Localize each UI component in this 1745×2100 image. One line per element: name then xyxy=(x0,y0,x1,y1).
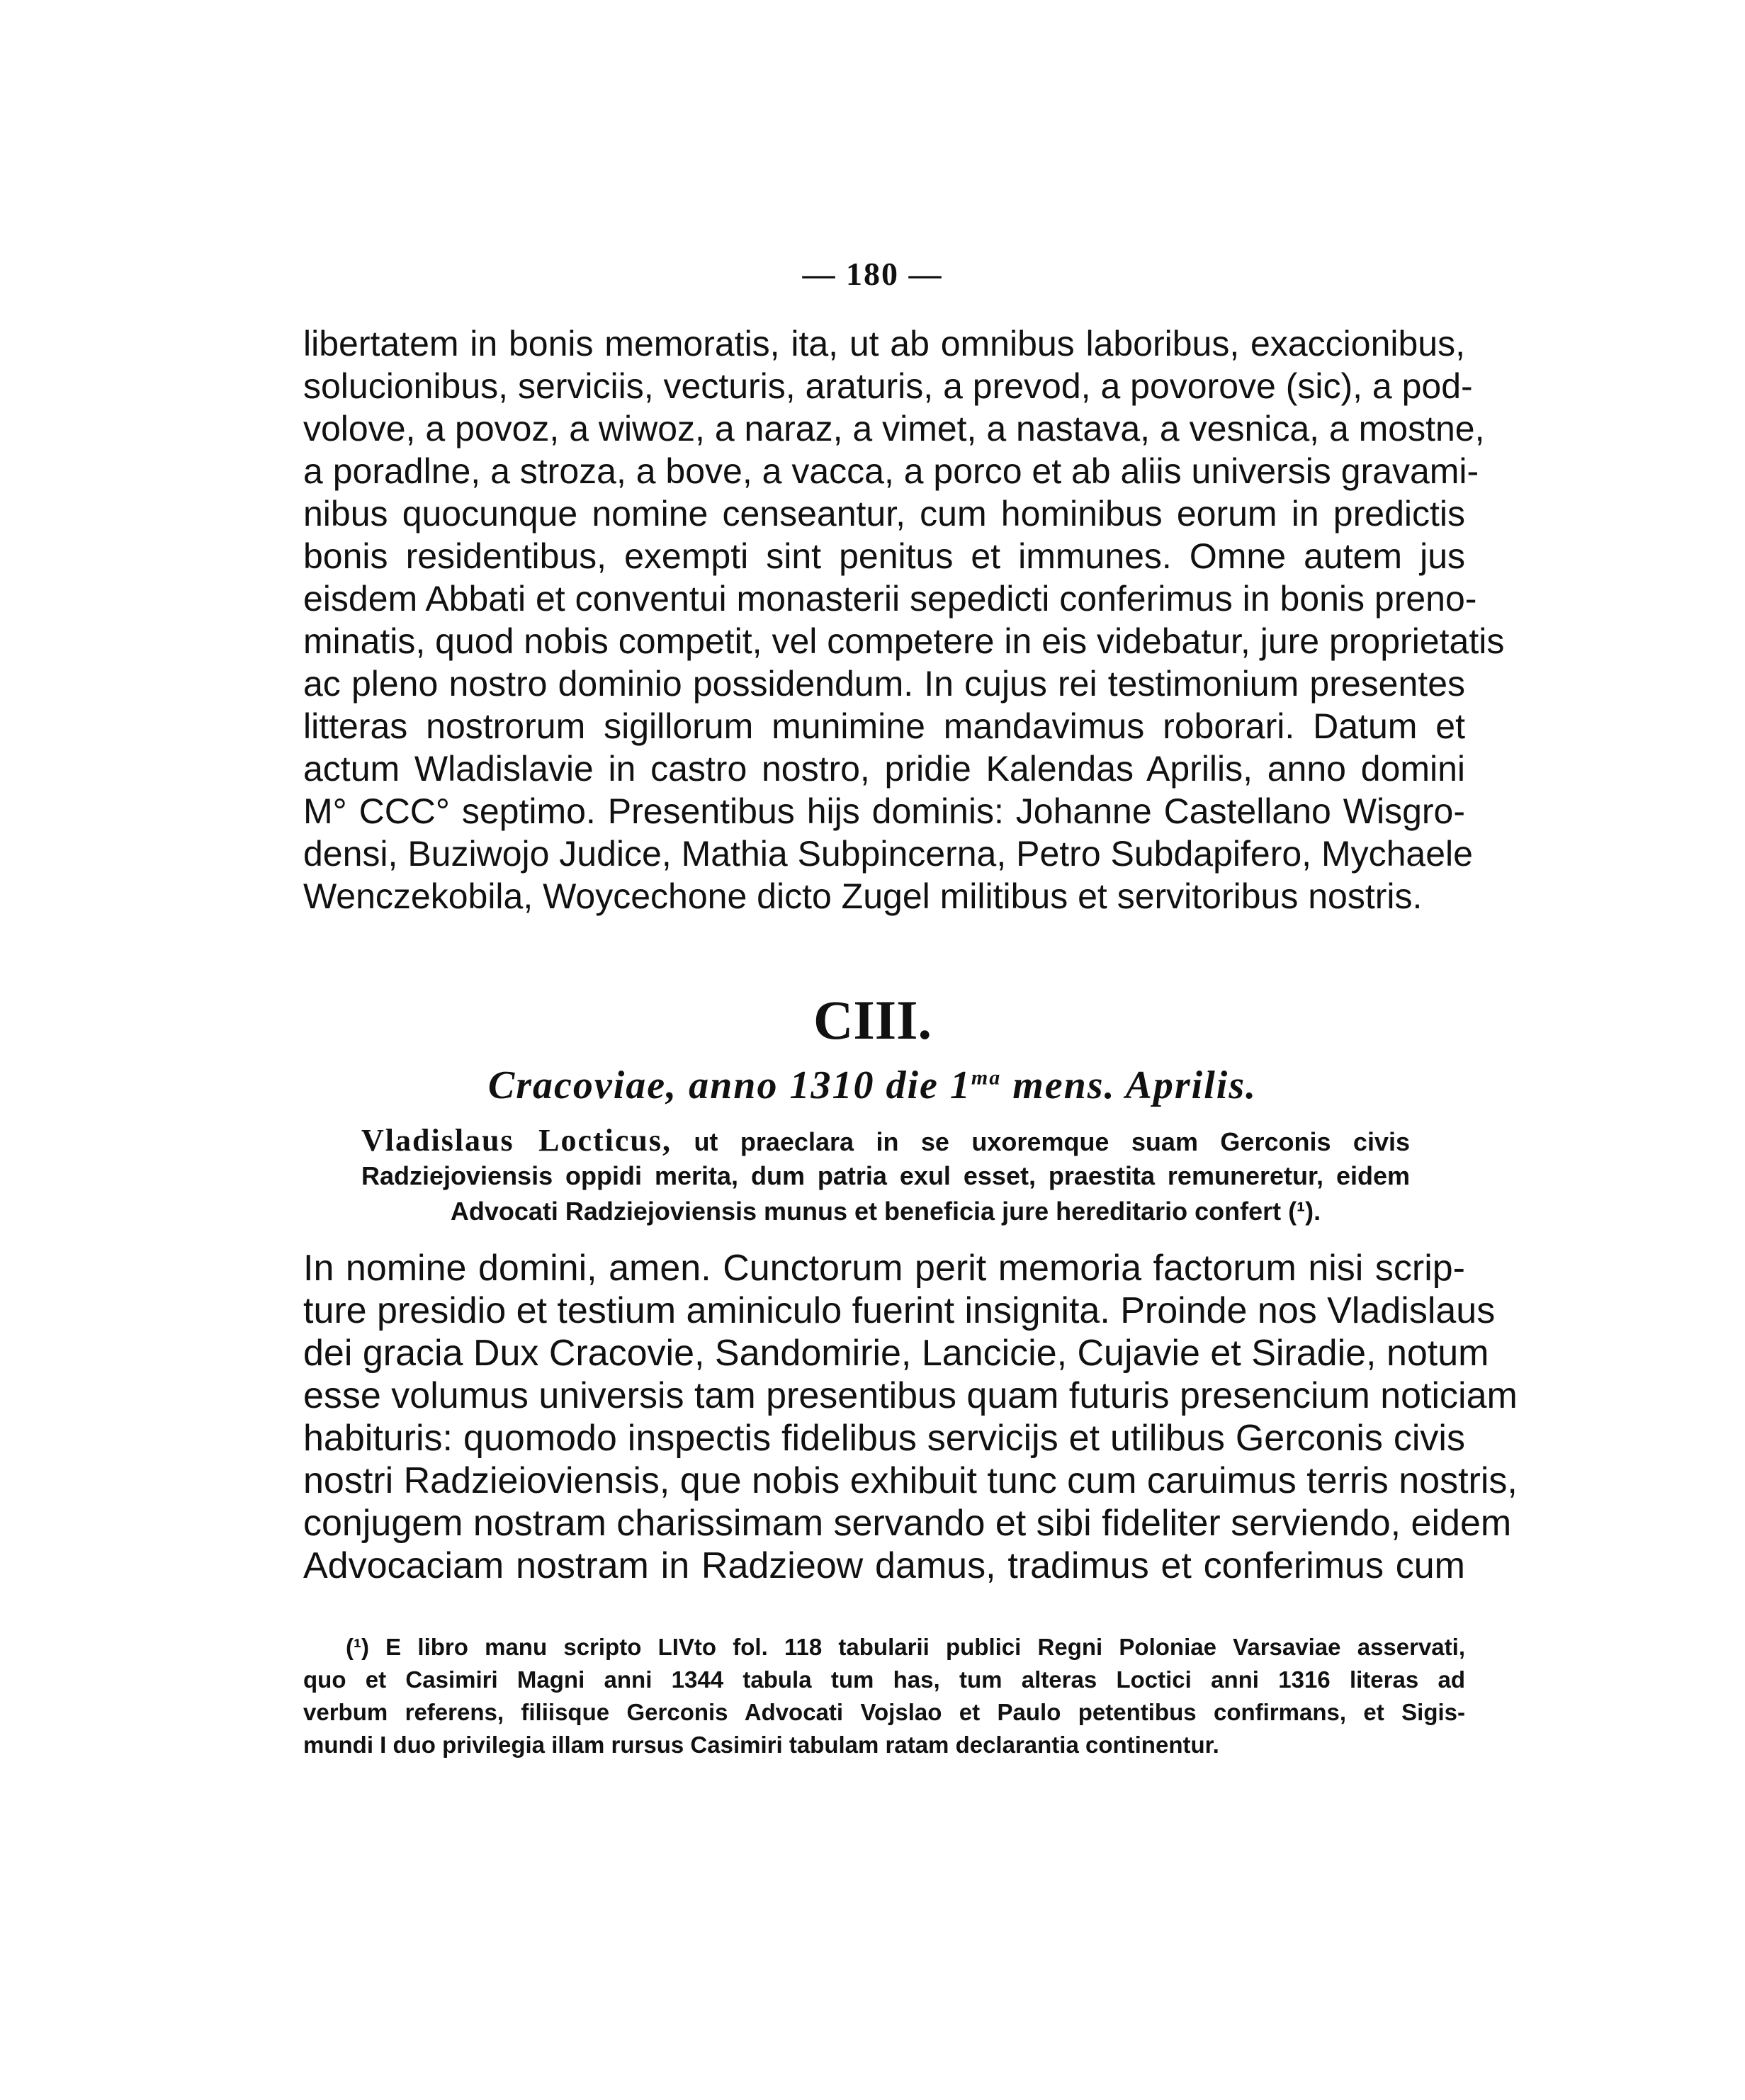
text-line: conjugem nostram charissimam servando et sibi fideliter serviendo, eidem xyxy=(303,1503,1512,1544)
text-line: minatis, quod nobis competit, vel competere in eis videbatur, jure proprietatis xyxy=(303,621,1505,661)
text-line: nibus quocunque nomine censeantur, cum hominibus eorum in predictis xyxy=(303,494,1465,534)
footnote-line: (¹) E libro manu scripto LIVto fol. 118 tabularii publici Regni Poloniae Varsaviae asservati, xyxy=(346,1634,1465,1660)
text-line: habituris: quomodo inspectis fidelibus servicijs et utilibus Gerconis civis xyxy=(303,1418,1465,1459)
text-line: litteras nostrorum sigillorum munimine mandavimus roborari. Datum et xyxy=(303,706,1465,746)
footnote xyxy=(303,1631,1465,1761)
text-line: eisdem Abbati et conventui monasterii sepedicti conferimus in bonis preno- xyxy=(303,579,1477,619)
footnote-line: verbum referens, filiisque Gerconis Advocati Vojslao et Paulo petentibus confirmans, et Sigis- xyxy=(303,1699,1465,1725)
text-line: ture presidio et testium aminiculo fuerint insignita. Proinde nos Vladislaus xyxy=(303,1290,1496,1331)
text-line: libertatem in bonis memoratis, ita, ut ab omnibus laboribus, exaccionibus, xyxy=(303,324,1465,363)
text-line: a poradlne, a stroza, a bove, a vacca, a porco et ab aliis universis gravami- xyxy=(303,451,1479,491)
text-line: bonis residentibus, exempti sint penitus et immunes. Omne autem jus xyxy=(303,536,1465,576)
text-line: volove, a povoz, a wiwoz, a naraz, a vimet, a nastava, a vesnica, a mostne, xyxy=(303,409,1485,448)
text-line: densi, Buziwojo Judice, Mathia Subpincerna, Petro Subdapifero, Mychaele xyxy=(303,834,1473,874)
page-number: — 180 — xyxy=(802,256,943,292)
text-line: actum Wladislavie in castro nostro, pridie Kalendas Aprilis, anno domini xyxy=(303,749,1465,789)
document-summary xyxy=(361,1123,1410,1229)
summary-line: Advocati Radziejoviensis munus et beneficia jure hereditario confert (¹). xyxy=(450,1197,1321,1226)
text-line: solucionibus, serviciis, vecturis, araturis, a prevod, a povorove (sic), a pod- xyxy=(303,366,1473,406)
text-line: dei gracia Dux Cracovie, Sandomirie, Lancicie, Cujavie et Siradie, notum xyxy=(303,1333,1489,1374)
text-line: ac pleno nostro dominio possidendum. In cujus rei testimonium presentes xyxy=(303,664,1465,704)
summary-name: Vladislaus Locticus, xyxy=(361,1123,672,1158)
text-line: esse volumus universis tam presentibus quam futuris presencium noticiam xyxy=(303,1375,1518,1416)
footnote-line: mundi I duo privilegia illam rursus Casimiri tabulam ratam declarantia continentur. xyxy=(303,1732,1219,1758)
text-line: nostri Radzieioviensis, que nobis exhibuit tunc cum caruimus terris nostris, xyxy=(303,1460,1518,1501)
paragraph-continued xyxy=(303,322,1505,918)
text-line: In nomine domini, amen. Cunctorum perit memoria factorum nisi scrip- xyxy=(303,1248,1465,1289)
document-heading xyxy=(0,1063,1745,1108)
summary-text: ut praeclara in se uxoremque suam Gerconis civis xyxy=(671,1127,1411,1156)
heading-superscript: ma xyxy=(971,1066,1002,1090)
footnote-line: quo et Casimiri Magni anni 1344 tabula tum has, tum alteras Loctici anni 1316 literas ad xyxy=(303,1666,1465,1693)
document-body xyxy=(303,1247,1518,1587)
text-line: Advocaciam nostram in Radzieow damus, tradimus et conferimus cum xyxy=(303,1545,1465,1586)
text-line: Wenczekobila, Woycechone dicto Zugel militibus et servitoribus nostris. xyxy=(303,876,1423,916)
summary-line: Radziejoviensis oppidi merita, dum patria exul esset, praestita remuneretur, eidem xyxy=(361,1161,1410,1190)
summary-line xyxy=(361,1123,1410,1158)
text-line: M° CCC° septimo. Presentibus hijs dominis: Johanne Castellano Wisgro- xyxy=(303,791,1465,831)
document-number: CIII. xyxy=(813,989,932,1051)
heading-place-date: Cracoviae, anno 1310 die 1 xyxy=(487,1063,971,1107)
heading-month: mens. Aprilis. xyxy=(1001,1063,1258,1107)
